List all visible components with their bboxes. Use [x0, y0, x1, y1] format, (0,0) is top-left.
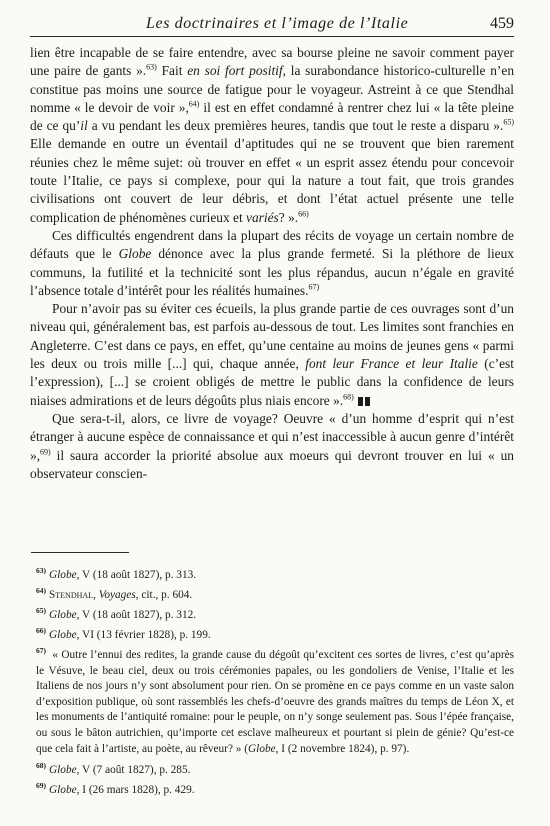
page-number: 459 — [490, 15, 514, 32]
footnote-ref-66[interactable]: 66) — [298, 209, 309, 219]
footnote-65: $^{65)}$ Globe, V (18 août 1827), p. 312. — [36, 606, 197, 621]
footnote-ref-64[interactable]: 64) — [188, 99, 200, 109]
footnote-ref-63[interactable]: 63) — [146, 62, 157, 72]
footnote-64: $^{64)}$ Stendhal, Voyages, cit., p. 604. — [36, 586, 193, 601]
body-text — [30, 44, 514, 483]
footnote-63: $^{63)}$ Globe, V (18 août 1827), p. 313. — [36, 566, 197, 581]
paragraph-3: Pour n’avoir pas su éviter ces écueils, la plus grande partie de ces ouvrages sont d’un niveau qui, généralement bas, est parfois au-dessous de tout. Les limites sont franchies en Angleterre. C’est dans ce pays, en effet, qu’une centaine au moins de jeunes gens « parmi les deux ou trois mille [...] qui, chaque année, font leur France et leur Italie (c’est l’expression), [...] se croient obligés de mettre le public dans la confidence de leurs niaises admirations et de leurs dégoûts plus niais encore ».$^{68)}$ — [30, 301, 514, 408]
footnote-separator — [31, 552, 129, 553]
footnote-ref-69[interactable]: 69) — [40, 447, 51, 457]
footnote-69: $^{69)}$ Globe, I (26 mars 1828), p. 429. — [36, 781, 195, 797]
footnote-68: $^{68)}$ Globe, V (7 août 1827), p. 285. — [36, 761, 191, 777]
paragraph-4: Que sera-t-il, alors, ce livre de voyage? Oeuvre « d’un homme d’esprit qui n’est étranger à aucune espèce de connaissance et qui n’est inaccessible à aucun genre d’intérêt »,$^{69)}$ il saura accorder la priorité absolue aux moeurs qui devront trouver en lui « un observateur conscien- — [30, 410, 514, 481]
ink-mark — [357, 393, 371, 408]
footnote-66: $^{66)}$ Globe, VI (13 février 1828), p. 199. — [36, 626, 211, 641]
running-title: Les doctrinaires et l’image de l’Italie — [146, 15, 409, 32]
footnote-ref-68[interactable]: 68) — [343, 392, 354, 402]
footnote-ref-65[interactable]: 65) — [503, 117, 514, 127]
footnote-67: $^{67)}$ « Outre l’ennui des redites, la grande cause du dégoût qu’excitent ces sortes de livres, c’est qu’après le Vésuve, le beau ciel, deux ou trois cérémonies papales, ou les gondoliers de Venise, l’Italie et les Italiens de nos jours n’y sont absolument pour rien. On se promène en ce pays comme en un vaste salon d’exposition publique, où sont rassemblés les chefs-d’oeuvre des grands maîtres du temps de Léon X, et les monuments de l’antiquité romaine: pour le peuple, on n’y songe seulement pas. Sous l’épée française, ou sous le bâton autrichien, qu’importe cet esclave malheureux et pourtant si plein de génie? Qu’est-ce que cela fait à l’artiste, au poète, au rêveur? » (Globe, I (2 novembre 1824), p. 97). — [36, 646, 514, 755]
paragraph-2: Ces difficultés engendrent dans la plupart des récits de voyage un certain nombre de défauts que le Globe dénonce avec la plus grande fermeté. Si la pléthore de lieux communs, la futilité et la technicité sont les plus répandus, aucun n’égale en gravité l’absence totale d’intérêt pour les réalités humaines.$^{67)}$ — [30, 227, 514, 298]
paragraph-1: lien être incapable de se faire entendre, avec sa bourse pleine ne savoir comment payer une paire de gants ».$^{63)}$ Fait en soi fort positif, la surabondance historico-culturelle n’en constitue pas moins une source de fatigue pour le voyageur. Astreint à ce que Stendhal nomme « le devoir de voir »,$^{64)}$ il est en effet condamné à rentrer chez lui « la tête pleine de ce qu’il a vu pendant les deux premières heures, tandis que tout le reste a disparu ».$^{65)}$ Elle demande en outre un éventail d’aptitudes qui ne se trouvent que bien rarement réunies chez le même sujet: où trouver en effet « un esprit assez étendu pour concevoir toute l’Italie, ce pays si complexe, pour qui la nature a tout fait, que trois grandes civilisations ont couvert de leur débris, et dont l’état actuel présente une telle complication de phénomènes curieux et variés? ».$^{66)}$ — [30, 45, 515, 225]
footnote-ref-67[interactable]: 67) — [308, 282, 320, 292]
page-header — [30, 14, 514, 37]
footnotes — [30, 565, 514, 800]
